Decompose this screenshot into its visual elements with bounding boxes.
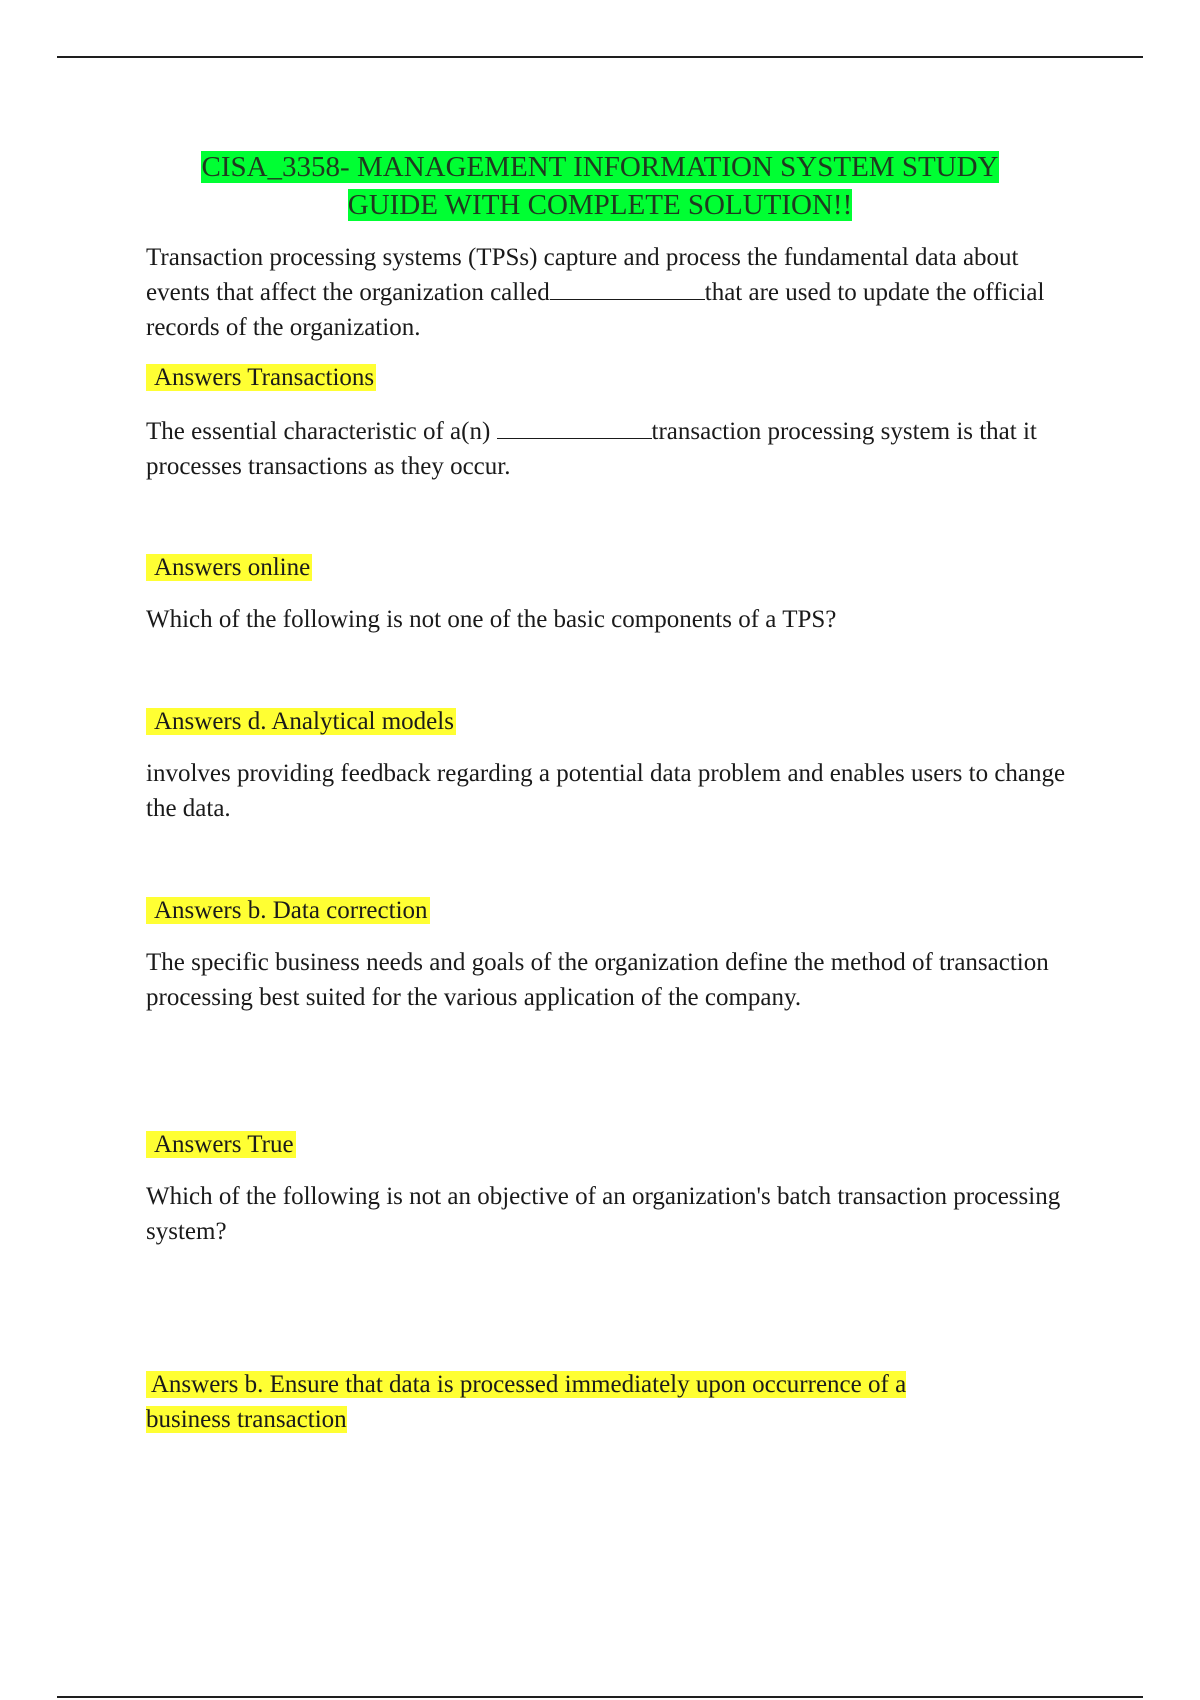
answer-6-line-1: Answers b. Ensure that data is processed immediately upon occurrence of a (146, 1371, 907, 1398)
answer-6-line-2: business transaction (146, 1406, 347, 1433)
question-1-part-1: Transaction processing systems (TPSs) capture and process the fundamental data about events that affect the organization called (146, 244, 1019, 306)
answer-6 (146, 1367, 1086, 1437)
top-rule (57, 56, 1143, 58)
question-2-part-1: The essential characteristic of a(n) (146, 418, 497, 445)
answer-1-text: Answers Transactions (146, 364, 376, 391)
answer-3-text: Answers d. Analytical models (146, 708, 456, 735)
bottom-rule (57, 1696, 1143, 1698)
answer-4-text: Answers b. Data correction (146, 897, 430, 924)
question-1 (146, 240, 1086, 345)
question-2-part-2: transaction processing system is that it processes transactions as they occur. (146, 418, 1037, 480)
question-3: Which of the following is not one of the basic components of a TPS? (146, 606, 837, 633)
fill-in-blank (497, 418, 652, 439)
question-6: Which of the following is not an objective of an organization's batch transaction processing system? (146, 1183, 1061, 1245)
document-title (150, 148, 1050, 224)
title-line-1: CISA_3358- MANAGEMENT INFORMATION SYSTEM STUDY (201, 151, 999, 183)
fill-in-blank (550, 279, 705, 300)
answer-5 (146, 1127, 1086, 1162)
question-5: The specific business needs and goals of the organization define the method of transaction processing best suited for the various application of the company. (146, 949, 1049, 1011)
answer-3 (146, 704, 1086, 739)
title-line-2: GUIDE WITH COMPLETE SOLUTION!! (347, 189, 853, 221)
question-4: involves providing feedback regarding a potential data problem and enables users to change the data. (146, 760, 1066, 822)
answer-5-text: Answers True (146, 1131, 296, 1158)
question-1-part-2: that are used to update the official records of the organization. (146, 279, 1045, 341)
answer-1 (146, 360, 1086, 395)
question-2 (146, 414, 1086, 484)
answer-2-text: Answers online (146, 554, 312, 581)
answer-2 (146, 550, 1086, 585)
answer-4 (146, 893, 1086, 928)
